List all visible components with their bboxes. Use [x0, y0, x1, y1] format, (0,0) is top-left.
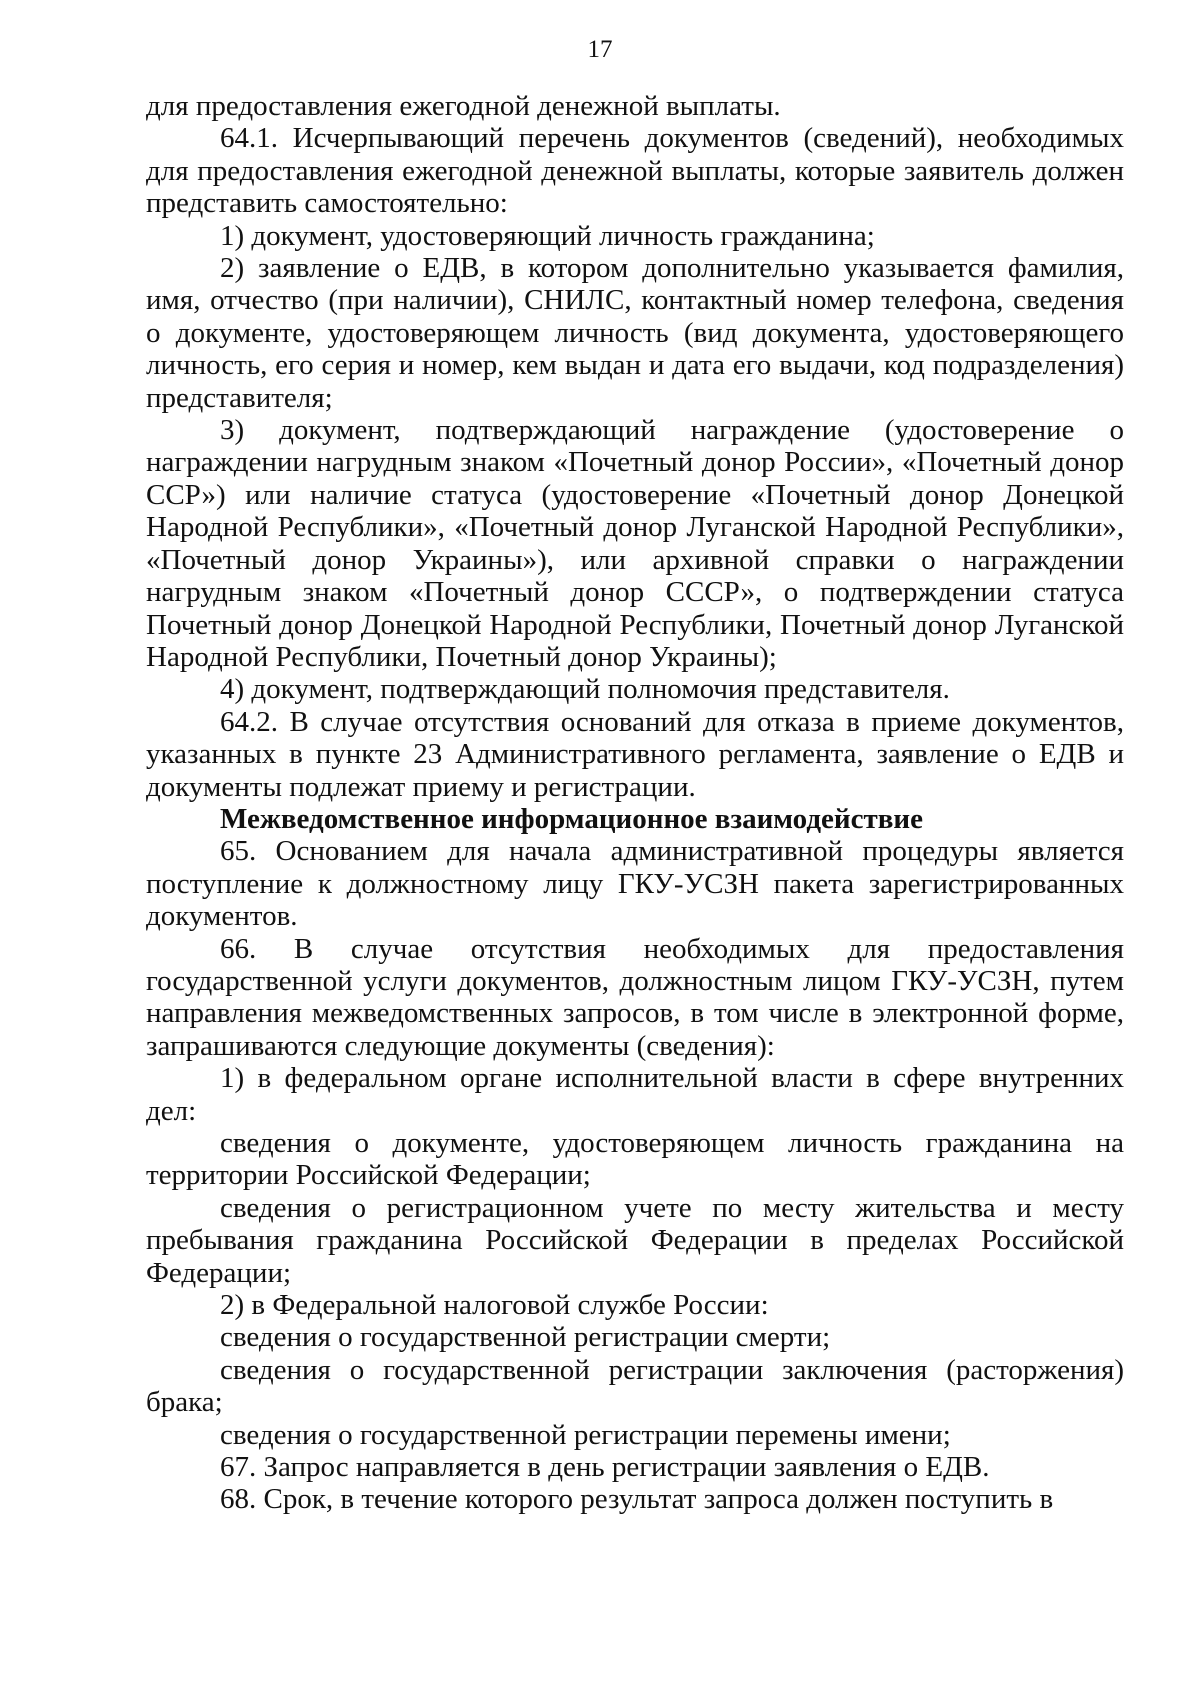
list-item-3: 3) документ, подтверждающий награждение (удостоверение о награждении нагрудным знаком «Почетный донор России», «Почетный донор ССР») или наличие статуса (удостоверение «Почетный донор Донецкой Народной Республики», «Почетный донор Луганской Народной Республики», «Почетный донор Украины»), или архивной справки о награждении нагрудным знаком «Почетный донор СССР», о подтверждении статуса Почетный донор Донецкой Народной Республики, Почетный донор Луганской Народной Республики, Почетный донор Украины); — [146, 414, 1124, 673]
paragraph-64-2: 64.2. В случае отсутствия оснований для отказа в приеме документов, указанных в пункте 23 Административного регламента, заявление о ЕДВ и документы подлежат приему и регистрации. — [146, 705, 1124, 803]
sublist-entry: сведения о государственной регистрации смерти; — [220, 1321, 831, 1354]
list-item-2: 2) заявление о ЕДВ, в котором дополнительно указывается фамилия, имя, отчество (при наличии), СНИЛС, контактный номер телефона, сведения о документе, удостоверяющем личность (вид документа, удостоверяющего личность, его серия и номер, кем выдан и дата его выдачи, код подразделения) представителя; — [146, 252, 1124, 414]
paragraph-64-1: 64.1. Исчерпывающий перечень документов (сведений), необходимых для предоставления ежегодной денежной выплаты, которые заявитель должен представить самостоятельно: — [146, 122, 1124, 220]
paragraph-68: 68. Срок, в течение которого результат запроса должен поступить в — [220, 1483, 1054, 1516]
sublist-item-2: 2) в Федеральной налоговой службе России: — [220, 1289, 769, 1322]
sublist-entry: сведения о регистрационном учете по месту жительства и месту пребывания гражданина Российской Федерации в пределах Российской Федерации; — [146, 1191, 1124, 1289]
paragraph-67: 67. Запрос направляется в день регистрации заявления о ЕДВ. — [220, 1451, 990, 1484]
sublist-entry: сведения о государственной регистрации перемены имени; — [220, 1418, 951, 1451]
sublist-item-1: 1) в федеральном органе исполнительной власти в сфере внутренних дел: — [146, 1062, 1124, 1127]
list-item-1: 1) документ, удостоверяющий личность гражданина; — [220, 219, 875, 252]
sublist-entry: сведения о документе, удостоверяющем личность гражданина на территории Российской Федерации; — [146, 1127, 1124, 1192]
list-item-4: 4) документ, подтверждающий полномочия представителя. — [220, 673, 950, 706]
paragraph-65: 65. Основанием для начала административной процедуры является поступление к должностному лицу ГКУ-УСЗН пакета зарегистрированных документов. — [146, 835, 1124, 933]
document-body — [146, 90, 1124, 1516]
paragraph-66: 66. В случае отсутствия необходимых для предоставления государственной услуги документов, должностным лицом ГКУ-УСЗН, путем направления межведомственных запросов, в том числе в электронной форме, запрашиваются следующие документы (сведения): — [146, 932, 1124, 1062]
sublist-entry: сведения о государственной регистрации заключения (расторжения) брака; — [146, 1353, 1124, 1419]
page-number: 17 — [587, 36, 613, 63]
paragraph-continuation: для предоставления ежегодной денежной выплаты. — [146, 90, 781, 122]
section-heading: Межведомственное информационное взаимодействие — [220, 802, 923, 835]
